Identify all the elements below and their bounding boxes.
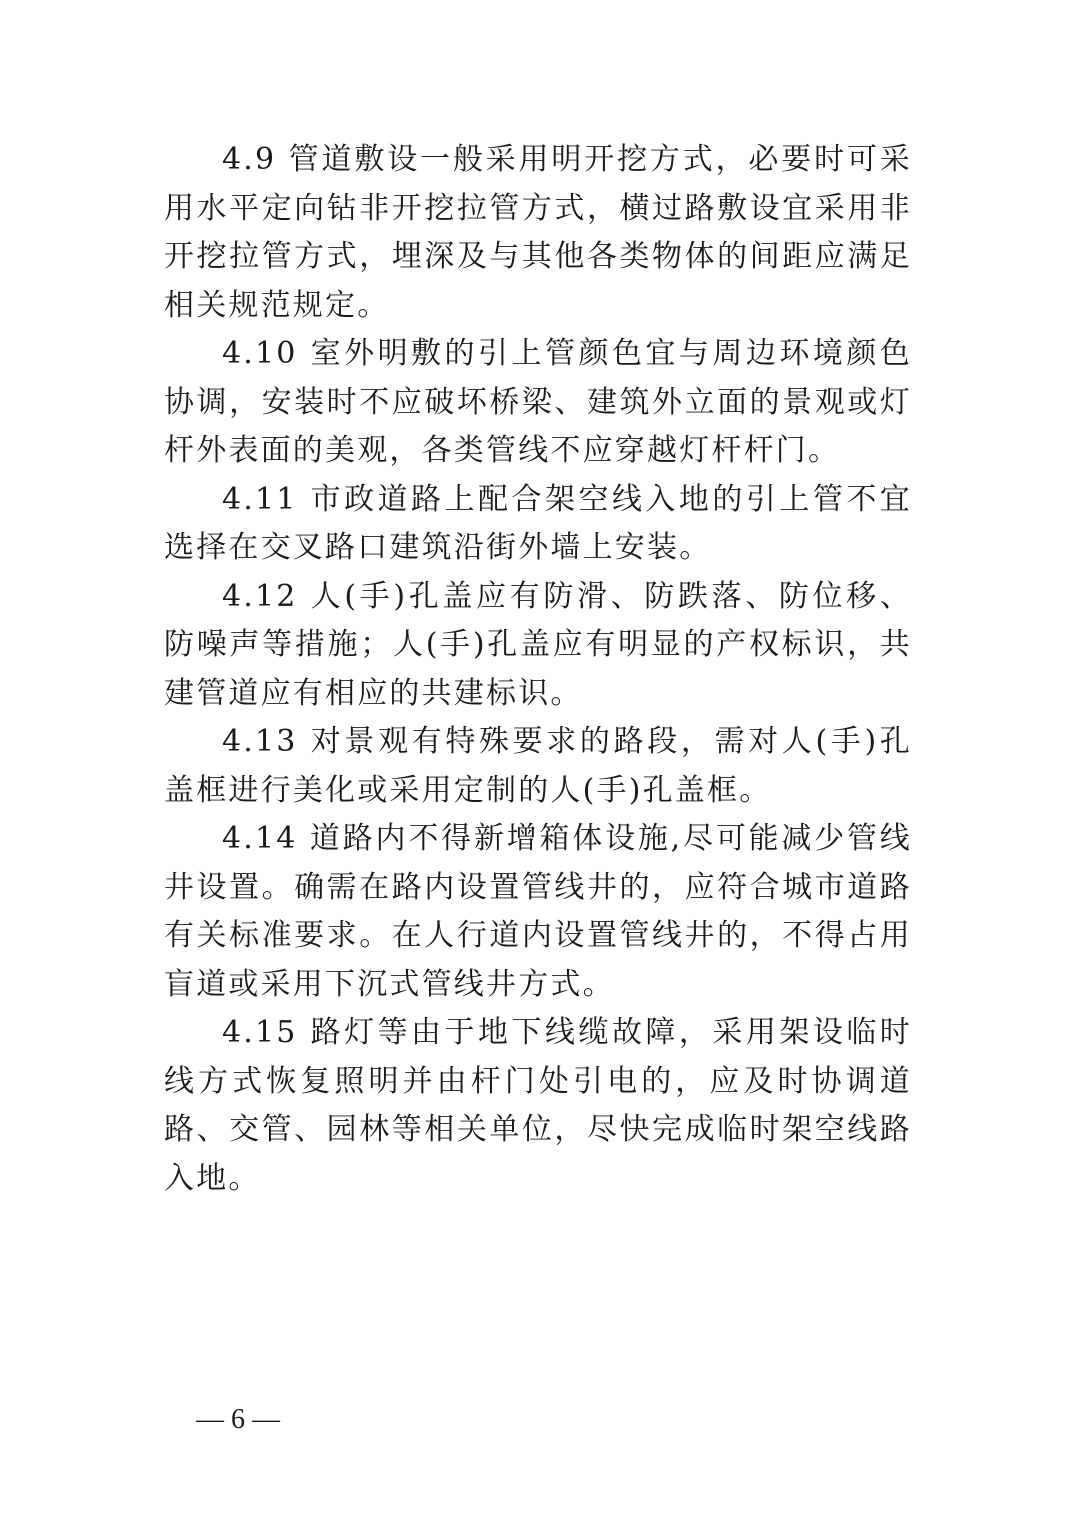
paragraph-4-14: 4.14 道路内不得新增箱体设施,尽可能减少管线井设置。确需在路内设置管线井的，应符合城市道路有关标准要求。在人行道内设置管线井的，不得占用盲道或采用下沉式管线井方式。 <box>164 821 912 1002</box>
document-body <box>164 136 912 1203</box>
paragraph-4-15: 4.15 路灯等由于地下线缆故障，采用架设临时线方式恢复照明并由杆门处引电的，应及时协调道路、交管、园林等相关单位，尽快完成临时架空线路入地。 <box>164 1015 912 1196</box>
paragraph-4-9: 4.9 管道敷设一般采用明开挖方式，必要时可采用水平定向钻非开挖拉管方式，横过路敷设宜采用非开挖拉管方式，埋深及与其他各类物体的间距应满足相关规范规定。 <box>164 142 912 323</box>
paragraph-4-13: 4.13 对景观有特殊要求的路段，需对人(手)孔盖框进行美化或采用定制的人(手)孔盖框。 <box>164 724 912 808</box>
paragraph-4-10: 4.10 室外明敷的引上管颜色宜与周边环境颜色协调，安装时不应破坏桥梁、建筑外立面的景观或灯杆外表面的美观，各类管线不应穿越灯杆杆门。 <box>164 336 912 468</box>
paragraph-4-12: 4.12 人(手)孔盖应有防滑、防跌落、防位移、防噪声等措施；人(手)孔盖应有明显的产权标识，共建管道应有相应的共建标识。 <box>164 578 912 711</box>
paragraph-4-11: 4.11 市政道路上配合架空线入地的引上管不宜选择在交叉路口建筑沿街外墙上安装。 <box>164 481 912 565</box>
page-number: — 6 — <box>196 1404 280 1435</box>
